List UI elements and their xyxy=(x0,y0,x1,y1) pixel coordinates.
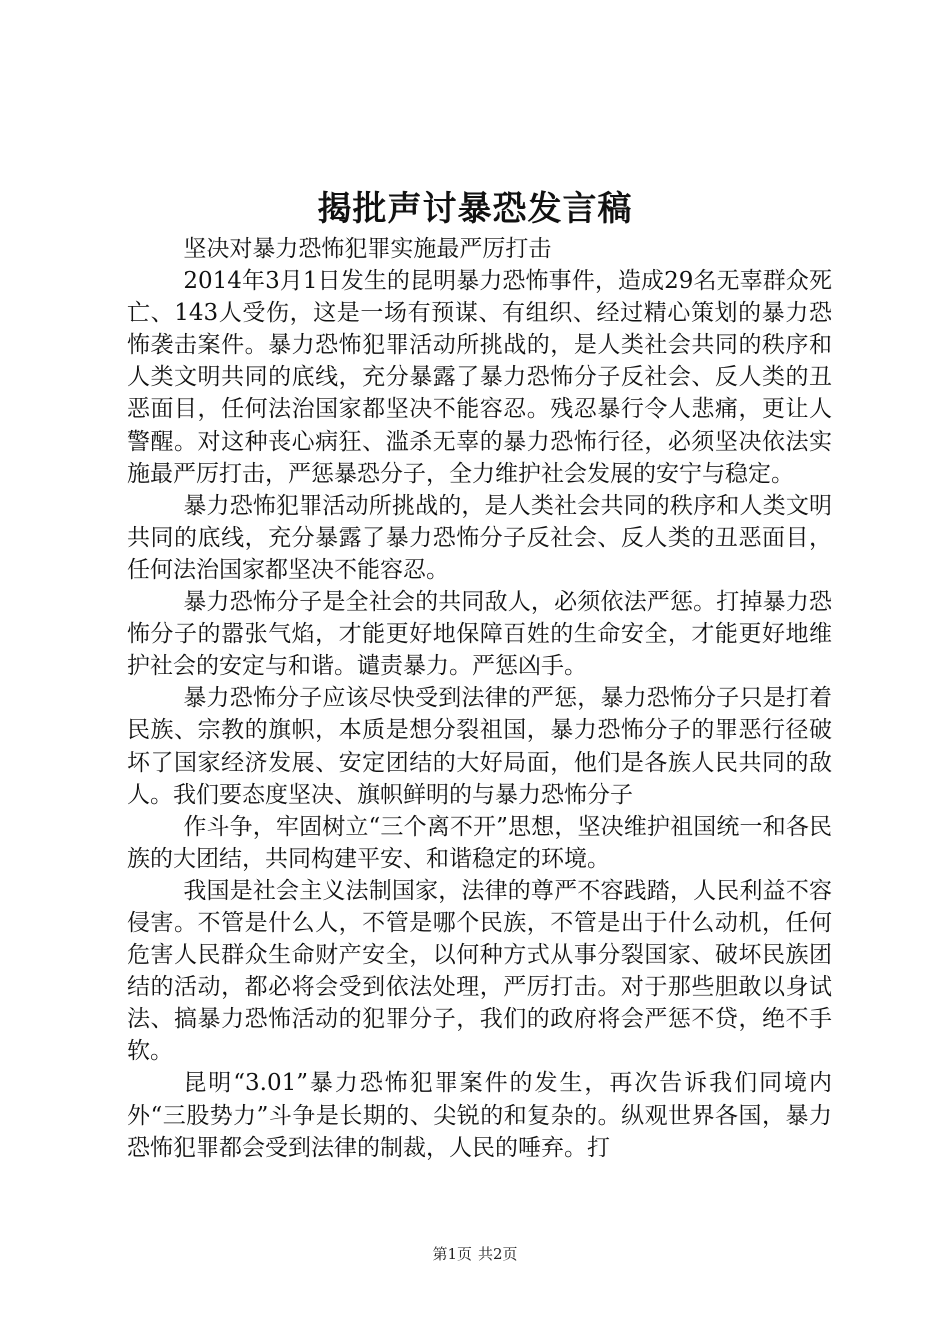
document-body xyxy=(127,233,832,1164)
page-number: 第1页 xyxy=(432,1245,472,1263)
paragraph-subtitle: 坚决对暴力恐怖犯罪实施最严厉打击 xyxy=(183,236,552,262)
paragraph: 暴力恐怖分子应该尽快受到法律的严惩，暴力恐怖分子只是打着民族、宗教的旗帜，本质是想分裂祖国，暴力恐怖分子的罪恶行径破坏了国家经济发展、安定团结的大好局面，他们是各族人民共同的敌人。我们要态度坚决、旗帜鲜明的与暴力恐怖分子 xyxy=(127,685,832,808)
paragraph: 2014年3月1日发生的昆明暴力恐怖事件，造成29名无辜群众死亡、143人受伤，这是一场有预谋、有组织、经过精心策划的暴力恐怖袭击案件。暴力恐怖犯罪活动所挑战的，是人类社会共同的秩序和人类文明共同的底线，充分暴露了暴力恐怖分子反社会、反人类的丑恶面目，任何法治国家都坚决不能容忍。残忍暴行令人悲痛，更让人警醒。对这种丧心病狂、滥杀无辜的暴力恐怖行径，必须坚决依法实施最严厉打击，严惩暴恐分子，全力维护社会发展的安宁与稳定。 xyxy=(127,268,832,487)
paragraph: 作斗争，牢固树立“三个离不开”思想，坚决维护祖国统一和各民族的大团结，共同构建平安、和谐稳定的环境。 xyxy=(127,813,832,872)
document-title: 揭批声讨暴恐发言稿 xyxy=(317,189,633,229)
paragraph: 昆明“3.01”暴力恐怖犯罪案件的发生，再次告诉我们同境内外“三股势力”斗争是长期的、尖锐的和复杂的。纵观世界各国，暴力恐怖犯罪都会受到法律的制裁，人民的唾弃。打 xyxy=(127,1070,832,1161)
paragraph: 暴力恐怖分子是全社会的共同敌人，必须依法严惩。打掉暴力恐怖分子的嚣张气焰，才能更好地保障百姓的生命安全，才能更好地维护社会的安定与和谐。谴责暴力。严惩凶手。 xyxy=(127,589,832,680)
page-total: 共2页 xyxy=(478,1245,518,1263)
paragraph: 我国是社会主义法制国家，法律的尊严不容践踏，人民利益不容侵害。不管是什么人，不管是哪个民族，不管是出于什么动机，任何危害人民群众生命财产安全，以何种方式从事分裂国家、破坏民族团结的活动，都必将会受到依法处理，严厉打击。对于那些胆敢以身试法、搞暴力恐怖活动的犯罪分子，我们的政府将会严惩不贷，绝不手软。 xyxy=(127,877,832,1065)
paragraph: 暴力恐怖犯罪活动所挑战的，是人类社会共同的秩序和人类文明共同的底线，充分暴露了暴力恐怖分子反社会、反人类的丑恶面目，任何法治国家都坚决不能容忍。 xyxy=(127,492,832,583)
page-footer xyxy=(0,1244,950,1264)
